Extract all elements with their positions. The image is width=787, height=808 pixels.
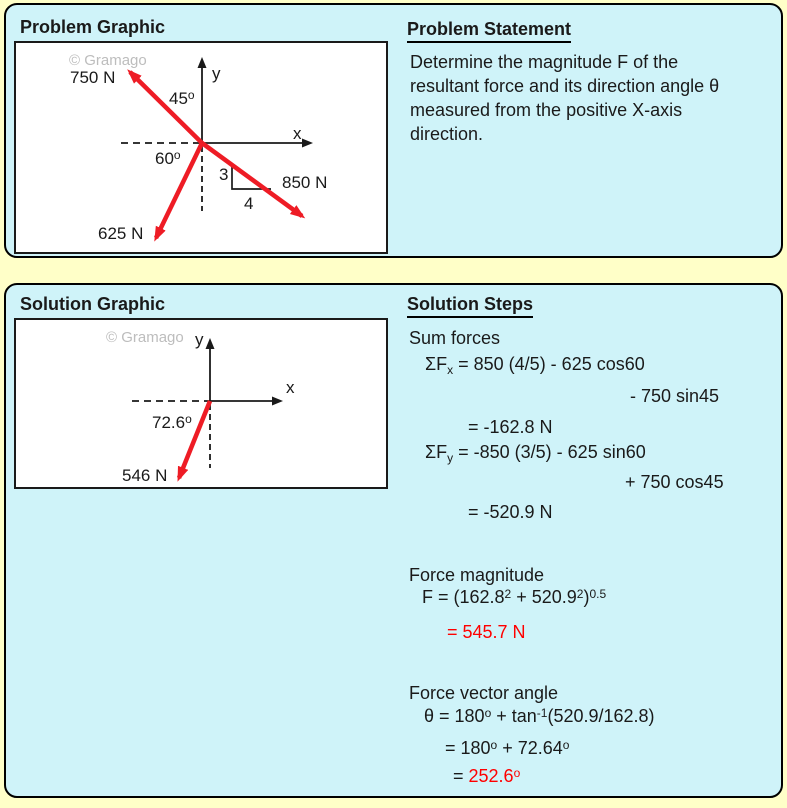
statement-line: resultant force and its direction angle θ bbox=[410, 76, 720, 96]
solution-step-line: + 750 cos45 bbox=[625, 472, 724, 492]
solution-panel bbox=[4, 283, 783, 798]
angle-label-60: 60$^o$ bbox=[155, 148, 181, 168]
problem-panel bbox=[4, 3, 783, 258]
x-axis-label: x bbox=[293, 124, 302, 143]
solution-step-line: $F = (162.8^2 + 520.9^2)^{0.5}$ bbox=[422, 587, 607, 607]
watermark: © Gramago bbox=[106, 329, 184, 346]
solution-step-line: = -520.9 N bbox=[468, 502, 553, 522]
solution-graphic-title: Solution Graphic bbox=[20, 294, 166, 314]
solution-step-line: $\theta = 180^o + \tan^{-1}(520.9/162.8)$ bbox=[424, 706, 655, 726]
solution-step-line: = $180^o + 72.64^o$ bbox=[445, 738, 570, 758]
solution-steps-title: Solution Steps bbox=[407, 294, 533, 315]
solution-step-line: $\Sigma F_x = 850$ (4/5) - 625 cos60 bbox=[425, 354, 645, 377]
y-axis-label: y bbox=[212, 64, 221, 83]
problem-graphic-title: Problem Graphic bbox=[20, 17, 166, 37]
watermark: © Gramago bbox=[69, 52, 147, 69]
solution-step-line: Force vector angle bbox=[409, 683, 559, 703]
solution-step-line: Force magnitude bbox=[409, 565, 545, 585]
problem-graphic-box bbox=[14, 41, 388, 254]
solution-step-line: - 750 sin45 bbox=[630, 386, 720, 406]
y-axis-label: y bbox=[195, 330, 204, 349]
angle-label-72-6: 72.6$^o$ bbox=[152, 412, 192, 432]
slope-rise-label: 3 bbox=[219, 165, 229, 184]
statement-line: measured from the positive X-axis bbox=[410, 100, 683, 120]
solution-step-line: Sum forces bbox=[409, 328, 501, 348]
force-label-625: 625 N bbox=[98, 224, 144, 243]
statement-line: direction. bbox=[410, 124, 484, 144]
solution-step-result-magnitude: = 545.7 N bbox=[447, 622, 526, 642]
problem-statement-title: Problem Statement bbox=[407, 19, 571, 40]
solution-step-line: $\Sigma F_y = -850$ (3/5) - 625 sin60 bbox=[425, 442, 646, 465]
statement-line: Determine the magnitude F of the bbox=[410, 52, 679, 72]
problem-statement bbox=[410, 50, 719, 146]
force-label-546: 546 N bbox=[122, 466, 168, 485]
solution-graphic-box bbox=[14, 318, 388, 489]
force-label-850: 850 N bbox=[282, 173, 328, 192]
x-axis-label: x bbox=[286, 378, 295, 397]
slope-run-label: 4 bbox=[244, 194, 254, 213]
solution-step-result-angle: = $252.6^o$ bbox=[453, 766, 521, 786]
force-label-750: 750 N bbox=[70, 68, 116, 87]
angle-label-45: 45$^o$ bbox=[169, 88, 195, 108]
solution-step-line: = -162.8 N bbox=[468, 417, 553, 437]
